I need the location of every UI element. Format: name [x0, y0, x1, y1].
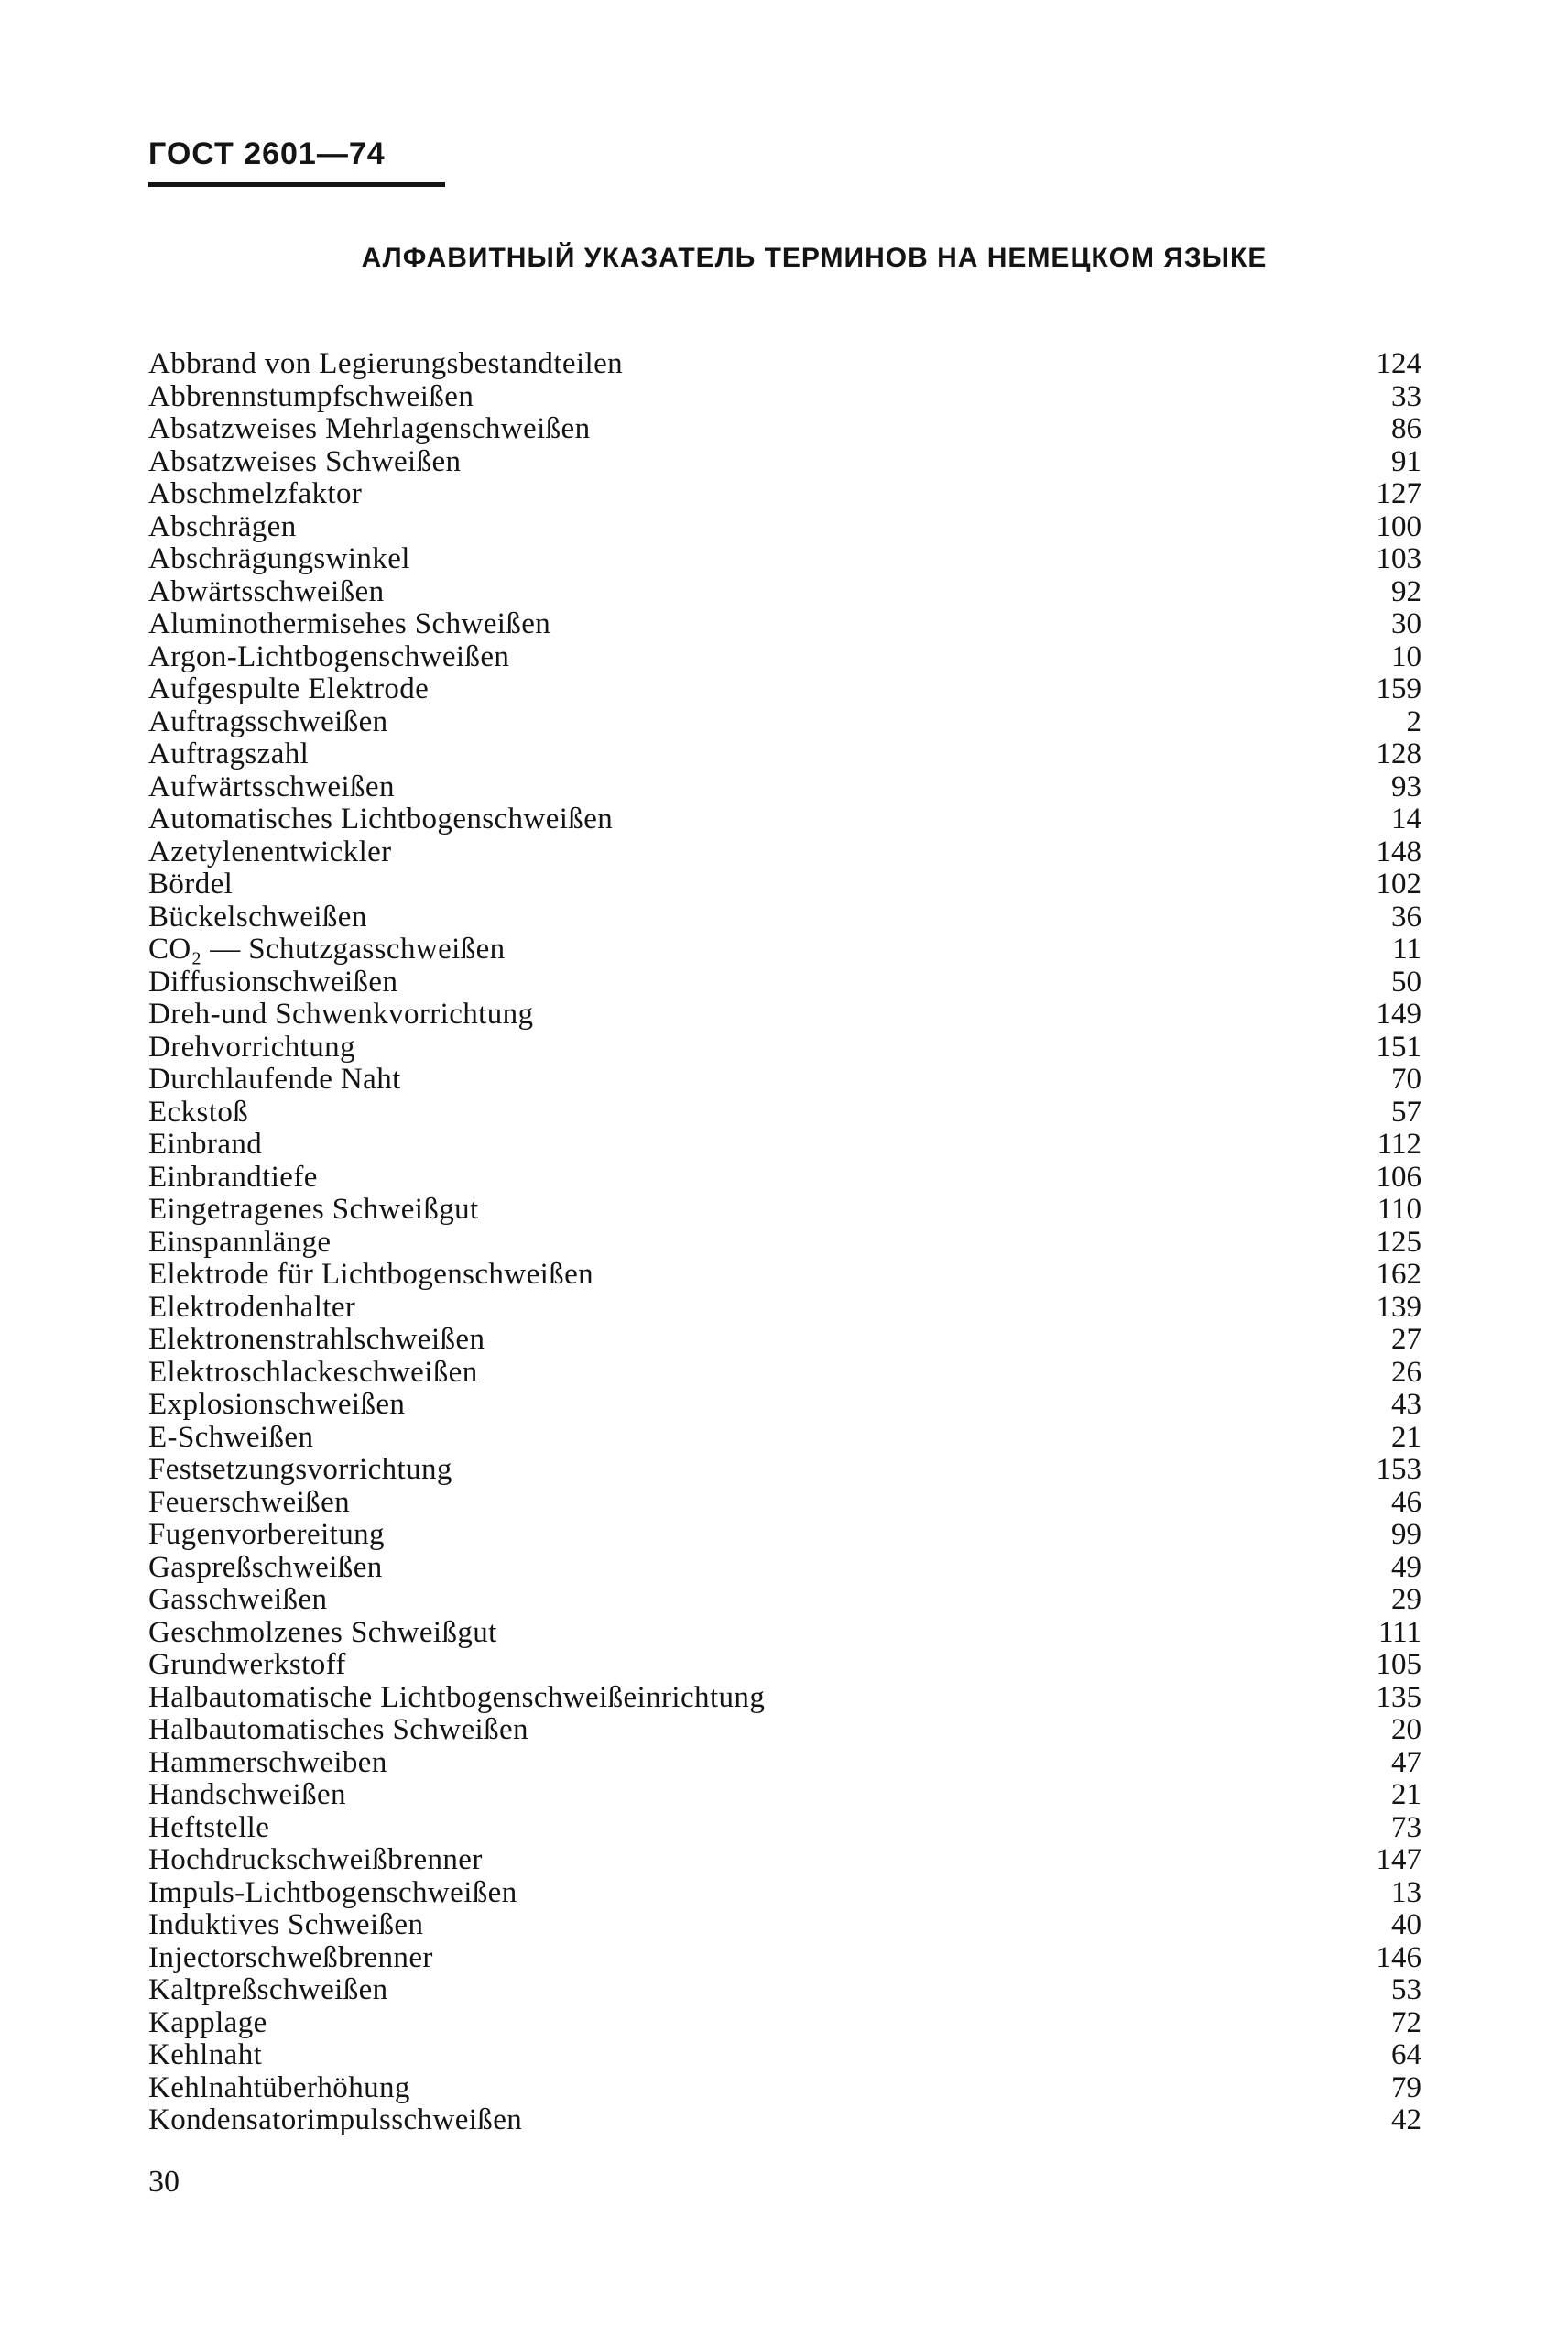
term-text: Elektronenstrahlschweißen — [148, 1323, 485, 1356]
term-row — [148, 1844, 1421, 1877]
term-row — [148, 478, 1421, 511]
term-text: Eckstoß — [148, 1095, 249, 1129]
term-text: Dreh-und Schwenkvorrichtung — [148, 998, 534, 1031]
term-number: 26 — [1391, 1355, 1421, 1389]
term-text: Induktives Schweißen — [148, 1908, 424, 1941]
term-row — [148, 348, 1421, 381]
term-text: E-Schweißen — [148, 1420, 314, 1454]
term-number: 135 — [1376, 1680, 1421, 1714]
term-row — [148, 999, 1421, 1032]
document-code: ГОСТ 2601—74 — [148, 137, 386, 171]
term-row — [148, 803, 1421, 836]
term-text: Abbrennstumpfschweißen — [148, 379, 474, 413]
term-number: 147 — [1376, 1843, 1421, 1876]
term-number: 110 — [1377, 1193, 1421, 1226]
term-text: Halbautomatische Lichtbogenschweißeinrichtung — [148, 1680, 766, 1714]
term-number: 29 — [1391, 1583, 1421, 1616]
term-number: 128 — [1376, 737, 1421, 770]
term-number: 49 — [1391, 1550, 1421, 1584]
term-number: 50 — [1391, 965, 1421, 999]
term-row — [148, 1519, 1421, 1552]
term-text: Fugenvorbereitung — [148, 1518, 385, 1551]
term-number: 127 — [1376, 477, 1421, 510]
term-number: 43 — [1391, 1388, 1421, 1421]
term-number: 40 — [1391, 1908, 1421, 1941]
term-text: Bückelschweißen — [148, 900, 367, 934]
term-row — [148, 1324, 1421, 1357]
term-row — [148, 576, 1421, 609]
term-row — [148, 543, 1421, 576]
term-number: 159 — [1376, 672, 1421, 705]
term-number: 42 — [1391, 2103, 1421, 2136]
term-number: 100 — [1376, 509, 1421, 543]
term-text: Diffusionschweißen — [148, 965, 398, 999]
term-row — [148, 1129, 1421, 1162]
term-number: 106 — [1376, 1160, 1421, 1194]
term-number: 153 — [1376, 1453, 1421, 1486]
term-row — [148, 1877, 1421, 1910]
term-row — [148, 1162, 1421, 1195]
term-text: Festsetzungsvorrichtung — [148, 1453, 452, 1486]
term-row — [148, 1487, 1421, 1520]
term-text: CO₂ — Schutzgasschweißen — [148, 933, 506, 966]
term-text: Eingetragenes Schweißgut — [148, 1193, 479, 1226]
term-number: 14 — [1391, 803, 1421, 835]
term-text: Kaltpreßschweißen — [148, 1973, 388, 2006]
term-text: Kapplage — [148, 2005, 267, 2039]
term-row — [148, 771, 1421, 804]
term-number: 162 — [1376, 1258, 1421, 1291]
term-text: Gasschweißen — [148, 1583, 328, 1616]
term-text: Halbautomatisches Schweißen — [148, 1713, 528, 1746]
term-text: Argon-Lichtbogenschweißen — [148, 639, 510, 673]
term-text: Absatzweises Mehrlagenschweißen — [148, 412, 591, 445]
term-text: Aufwärtsschweißen — [148, 770, 395, 803]
term-row — [148, 836, 1421, 869]
term-text: Hammerschweiben — [148, 1745, 387, 1779]
term-row — [148, 1227, 1421, 1260]
term-row — [148, 641, 1421, 674]
term-row — [148, 413, 1421, 446]
term-number: 64 — [1391, 2038, 1421, 2071]
term-index-list — [148, 348, 1421, 2137]
term-text: Drehvorrichtung — [148, 1030, 355, 1064]
term-text: Kondensatorimpulsschweißen — [148, 2103, 523, 2136]
term-row — [148, 934, 1421, 966]
term-row — [148, 966, 1421, 999]
term-number: 86 — [1391, 412, 1421, 445]
term-row — [148, 608, 1421, 641]
term-row — [148, 868, 1421, 901]
term-row — [148, 1812, 1421, 1845]
term-text: Abschmelzfaktor — [148, 477, 363, 510]
term-row — [148, 901, 1421, 934]
term-text: Auftragsschweißen — [148, 704, 388, 738]
term-number: 99 — [1391, 1518, 1421, 1551]
term-number: 139 — [1376, 1290, 1421, 1324]
term-text: Hochdruckschweißbrenner — [148, 1843, 483, 1876]
term-row — [148, 1097, 1421, 1130]
term-number: 46 — [1391, 1485, 1421, 1519]
term-row — [148, 2072, 1421, 2105]
term-row — [148, 446, 1421, 479]
term-row — [148, 706, 1421, 739]
term-text: Explosionschweißen — [148, 1388, 406, 1421]
term-number: 79 — [1391, 2070, 1421, 2104]
term-number: 146 — [1376, 1940, 1421, 1974]
term-text: Durchlaufende Naht — [148, 1063, 401, 1096]
term-text: Abbrand von Legierungsbestandteilen — [148, 347, 624, 380]
term-row — [148, 1714, 1421, 1747]
term-text: Heftstelle — [148, 1810, 270, 1844]
term-number: 111 — [1377, 1615, 1421, 1649]
term-text: Absatzweises Schweißen — [148, 444, 462, 478]
term-row — [148, 381, 1421, 414]
term-row — [148, 1064, 1421, 1097]
term-row — [148, 1552, 1421, 1585]
term-number: 92 — [1391, 574, 1421, 608]
term-row — [148, 1909, 1421, 1942]
term-row — [148, 2007, 1421, 2040]
term-text: Abschrägungswinkel — [148, 542, 410, 575]
term-number: 13 — [1391, 1875, 1421, 1909]
term-number: 30 — [1391, 607, 1421, 640]
term-row — [148, 1292, 1421, 1325]
term-text: Auftragszahl — [148, 737, 310, 770]
term-row — [148, 511, 1421, 544]
term-number: 53 — [1391, 1973, 1421, 2006]
term-text: Aufgespulte Elektrode — [148, 672, 430, 705]
term-number: 11 — [1392, 933, 1421, 966]
term-row — [148, 2039, 1421, 2072]
term-number: 20 — [1391, 1713, 1421, 1746]
term-number: 73 — [1391, 1810, 1421, 1844]
term-row — [148, 1649, 1421, 1682]
term-text: Azetylenentwickler — [148, 835, 392, 868]
term-number: 103 — [1376, 542, 1421, 575]
term-row — [148, 1747, 1421, 1780]
term-text: Feuerschweißen — [148, 1485, 351, 1519]
term-number: 36 — [1391, 900, 1421, 934]
term-number: 70 — [1391, 1063, 1421, 1096]
term-row — [148, 738, 1421, 771]
term-number: 149 — [1376, 998, 1421, 1031]
term-text: Handschweißen — [148, 1778, 346, 1811]
term-number: 57 — [1391, 1095, 1421, 1129]
term-text: Gaspreßschweißen — [148, 1550, 383, 1584]
term-text: Aluminothermisehes Schweißen — [148, 607, 551, 640]
term-row — [148, 1779, 1421, 1812]
term-row — [148, 1389, 1421, 1422]
term-text: Grundwerkstoff — [148, 1648, 346, 1681]
term-number: 21 — [1391, 1778, 1421, 1811]
term-row — [148, 1617, 1421, 1650]
term-number: 47 — [1391, 1745, 1421, 1779]
term-number: 148 — [1376, 835, 1421, 868]
term-number: 124 — [1376, 347, 1421, 380]
term-number: 21 — [1391, 1420, 1421, 1454]
term-row — [148, 673, 1421, 706]
term-number: 91 — [1391, 444, 1421, 478]
term-text: Bördel — [148, 868, 234, 901]
term-number: 93 — [1391, 770, 1421, 803]
term-number: 102 — [1376, 868, 1421, 901]
term-row — [148, 1194, 1421, 1227]
term-row — [148, 1974, 1421, 2007]
term-number: 112 — [1377, 1128, 1421, 1161]
term-text: Einbrand — [148, 1128, 263, 1161]
term-text: Impuls-Lichtbogenschweißen — [148, 1875, 517, 1909]
term-text: Kehlnaht — [148, 2038, 263, 2071]
section-title: АЛФАВИТНЫЙ УКАЗАТЕЛЬ ТЕРМИНОВ НА НЕМЕЦКОМ ЯЗЫКЕ — [361, 243, 1268, 273]
term-number: 10 — [1391, 639, 1421, 673]
term-row — [148, 1422, 1421, 1455]
term-row — [148, 2104, 1421, 2137]
term-text: Automatisches Lichtbogenschweißen — [148, 803, 614, 835]
page-number: 30 — [148, 2165, 180, 2199]
term-text: Elektroschlackeschweißen — [148, 1355, 478, 1389]
term-number: 151 — [1376, 1030, 1421, 1064]
term-text: Kehlnahtüberhöhung — [148, 2070, 410, 2104]
term-text: Abschrägen — [148, 509, 297, 543]
term-text: Einspannlänge — [148, 1225, 332, 1259]
term-text: Injectorschweßbrenner — [148, 1940, 433, 1974]
term-number: 33 — [1391, 379, 1421, 413]
term-number: 125 — [1376, 1225, 1421, 1259]
term-row — [148, 1584, 1421, 1617]
term-row — [148, 1259, 1421, 1292]
term-text: Abwärtsschweißen — [148, 574, 385, 608]
term-number: 27 — [1391, 1323, 1421, 1356]
term-number: 105 — [1376, 1648, 1421, 1681]
term-row — [148, 1357, 1421, 1390]
term-row — [148, 1682, 1421, 1715]
term-row — [148, 1454, 1421, 1487]
term-row — [148, 1942, 1421, 1975]
term-text: Elektrode für Lichtbogenschweißen — [148, 1258, 594, 1291]
term-number: 72 — [1391, 2005, 1421, 2039]
header-divider — [148, 182, 445, 187]
term-number: 2 — [1406, 704, 1421, 738]
term-text: Geschmolzenes Schweißgut — [148, 1615, 497, 1649]
term-text: Einbrandtiefe — [148, 1160, 318, 1194]
term-row — [148, 1032, 1421, 1065]
term-text: Elektrodenhalter — [148, 1290, 356, 1324]
